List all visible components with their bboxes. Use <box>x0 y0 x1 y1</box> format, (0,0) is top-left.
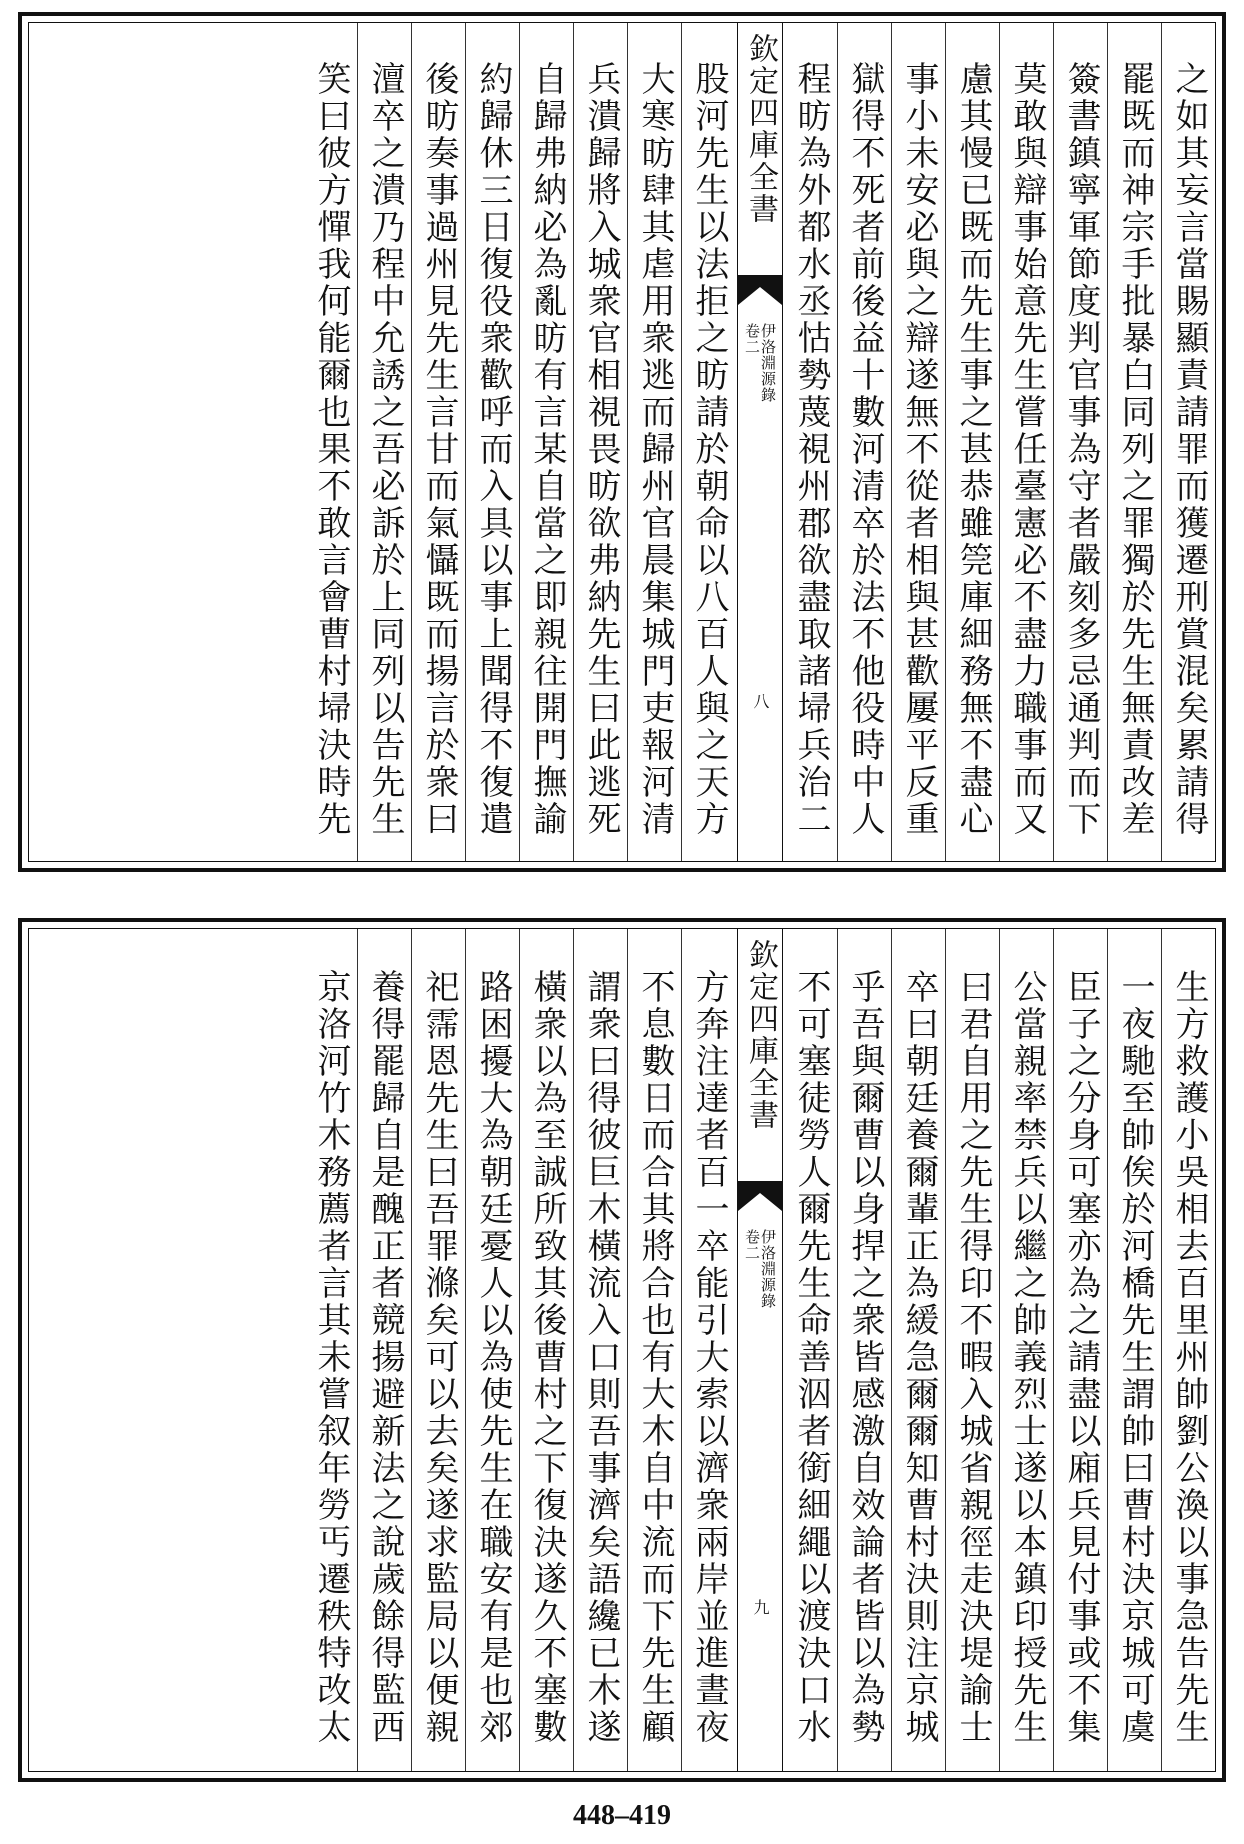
text-column: 自歸弗納必為亂昉有言某自當之即親往開門撫諭 <box>527 60 567 838</box>
text-column: 事小未安必與之辯遂無不從者相與甚歡屢平反重 <box>899 60 939 838</box>
column-rule <box>627 23 628 861</box>
column-rule <box>1053 929 1054 1771</box>
text-column: 不息數日而合其將合也有大木自中流而下先生顧 <box>635 968 675 1746</box>
text-column: 之如其妄言當賜顯責請罪而獲遷刑賞混矣累請得 <box>1169 60 1209 838</box>
column-rule <box>837 23 838 861</box>
book-title: 伊洛淵源錄 卷二 <box>743 323 777 403</box>
center-fold <box>737 23 783 861</box>
column-rule <box>465 23 466 861</box>
fishtail-mark-icon <box>738 1181 782 1211</box>
text-column: 卒曰朝廷養爾輩正為緩急爾爾知曹村決則注京城 <box>899 968 939 1746</box>
column-rule <box>999 929 1000 1771</box>
column-rule <box>1107 23 1108 861</box>
text-column: 謂衆曰得彼巨木橫流入口則吾事濟矣語纔已木遂 <box>581 968 621 1746</box>
text-column: 公當親率禁兵以繼之帥義烈士遂以本鎮印授先生 <box>1007 968 1047 1746</box>
text-column: 方奔注達者百一卒能引大索以濟衆兩岸並進晝夜 <box>689 968 729 1746</box>
column-rule <box>681 929 682 1771</box>
column-rule <box>357 929 358 1771</box>
text-column: 約歸休三日復役衆歡呼而入具以事上聞得不復遣 <box>473 60 513 838</box>
folio-number: 九 <box>751 1599 770 1615</box>
page-top <box>18 12 1226 872</box>
text-column: 乎吾與爾曹以身捍之衆皆感激自效論者皆以為勢 <box>845 968 885 1746</box>
text-column: 曰君自用之先生得印不暇入城省親徑走決堤諭士 <box>953 968 993 1746</box>
column-rule <box>519 23 520 861</box>
column-rule <box>1161 929 1162 1771</box>
text-column: 罷既而神宗手批暴白同列之罪獨於先生無責改差 <box>1115 60 1155 838</box>
column-rule <box>837 929 838 1771</box>
text-column: 一夜馳至帥俟於河橋先生謂帥曰曹村決京城可虞 <box>1115 968 1155 1746</box>
column-rule <box>357 23 358 861</box>
text-column: 慮其慢已既而先生事之甚恭雖筦庫細務無不盡心 <box>953 60 993 838</box>
center-fold <box>737 929 783 1771</box>
page-bottom-frame <box>28 928 1216 1772</box>
text-column: 股河先生以法拒之昉請於朝命以八百人與之天方 <box>689 60 729 838</box>
column-rule <box>945 23 946 861</box>
column-rule <box>411 929 412 1771</box>
text-column: 橫衆以為至誠所致其後曹村之下復決遂久不塞數 <box>527 968 567 1746</box>
text-column: 程昉為外都水丞怙勢蔑視州郡欲盡取諸埽兵治二 <box>791 60 831 838</box>
page-footer-number: 448–419 <box>573 1800 671 1831</box>
book-series-title: 欽定四庫全書 <box>743 939 778 1131</box>
page-bottom <box>18 918 1226 1782</box>
column-rule <box>945 929 946 1771</box>
folio-number: 八 <box>751 693 770 709</box>
text-column: 簽書鎮寧軍節度判官事為守者嚴刻多忌通判而下 <box>1061 60 1101 838</box>
text-column: 祀霈恩先生曰吾罪滌矣可以去矣遂求監局以便親 <box>419 968 459 1746</box>
text-column: 莫敢與辯事始意先生嘗任臺憲必不盡力職事而又 <box>1007 60 1047 838</box>
column-rule <box>681 23 682 861</box>
column-rule <box>519 929 520 1771</box>
column-rule <box>1107 929 1108 1771</box>
column-rule <box>1161 23 1162 861</box>
text-column: 後昉奏事過州見先生言甘而氣懾既而揚言於衆曰 <box>419 60 459 838</box>
column-rule <box>627 929 628 1771</box>
text-column: 養得罷歸自是醜正者競揚避新法之說歲餘得監西 <box>365 968 405 1746</box>
column-rule <box>1053 23 1054 861</box>
text-column: 兵潰歸將入城衆官相視畏昉欲弗納先生曰此逃死 <box>581 60 621 838</box>
column-rule <box>573 23 574 861</box>
text-column: 獄得不死者前後益十數河清卒於法不他役時中人 <box>845 60 885 838</box>
text-column: 臣子之分身可塞亦為之請盡以廂兵見付事或不集 <box>1061 968 1101 1746</box>
text-column: 生方救護小吳相去百里州帥劉公渙以事急告先生 <box>1169 968 1209 1746</box>
text-column: 路困擾大為朝廷憂人以為使先生在職安有是也郊 <box>473 968 513 1746</box>
page-top-frame <box>28 22 1216 862</box>
column-rule <box>411 23 412 861</box>
column-rule <box>573 929 574 1771</box>
column-rule <box>891 23 892 861</box>
fishtail-mark-icon <box>738 275 782 305</box>
text-column: 不可塞徒勞人爾先生命善泅者銜細繩以渡決口水 <box>791 968 831 1746</box>
text-column: 大寒昉肆其虐用衆逃而歸州官晨集城門吏報河清 <box>635 60 675 838</box>
text-column: 澶卒之潰乃程中允誘之吾必訴於上同列以告先生 <box>365 60 405 838</box>
column-rule <box>999 23 1000 861</box>
column-rule <box>891 929 892 1771</box>
text-column: 京洛河竹木務薦者言其未嘗叙年勞丐遷秩特改太 <box>311 968 351 1746</box>
text-column: 笑曰彼方憚我何能爾也果不敢言會曹村埽決時先 <box>311 60 351 838</box>
book-title: 伊洛淵源錄 卷二 <box>743 1229 777 1309</box>
book-series-title: 欽定四庫全書 <box>743 33 778 225</box>
column-rule <box>465 929 466 1771</box>
